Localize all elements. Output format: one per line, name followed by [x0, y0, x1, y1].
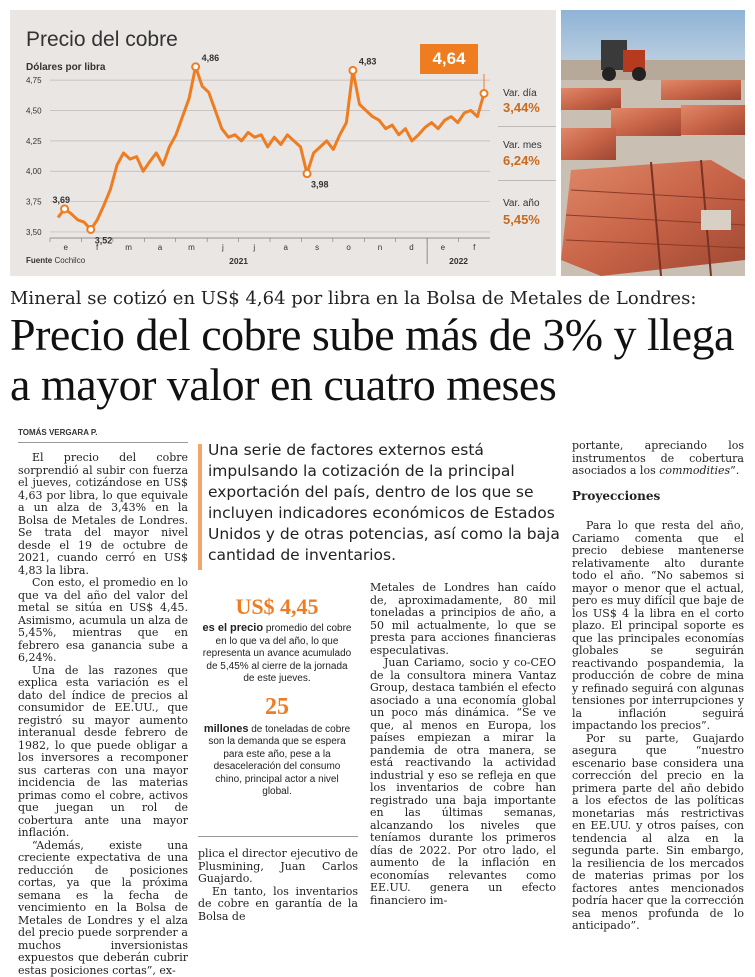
x-tick-label: o [346, 243, 351, 252]
byline-divider [18, 442, 188, 443]
x-tick-label: m [188, 243, 195, 252]
paragraph-emphasis: commodities [659, 464, 730, 477]
x-tick-label: m [125, 243, 132, 252]
factbox-text-2-bold: millones [204, 723, 249, 735]
factbox-text-1-bold: es el precio [203, 622, 264, 634]
paragraph-text: portante, apreciando los instrumentos de cobertura asociados a los [572, 439, 744, 477]
chart-unit-label: Dólares por libra [26, 62, 105, 73]
var-month-value: 6,24% [503, 153, 540, 168]
lead-accent-bar [198, 444, 202, 570]
factbox-text-2 [202, 723, 352, 799]
var-year-label: Var. año [503, 198, 540, 209]
y-tick-label: 4,00 [26, 167, 42, 176]
paragraph: Con esto, el promedio en lo que va del año del valor del metal se sitúa en US$ 4,45. Asimismo, acumula un alza de 5,45%, mientras que en febrero esa ganancia sube a 6,24%. [18, 577, 188, 665]
factbox-value-2: 25 [202, 694, 352, 721]
x-tick-label: d [409, 243, 413, 252]
source-name: Cochilco [54, 256, 85, 265]
y-tick-label: 4,75 [26, 76, 42, 85]
factbox [202, 592, 352, 836]
y-tick-label: 4,50 [26, 107, 42, 116]
x-tick-label: n [378, 243, 382, 252]
article-byline: TOMÁS VERGARA P. [18, 428, 97, 437]
paragraph: Para lo que resta del año, Cariamo comenta que el precio debiese mantenerse relativamente alto durante todo el año. “No sabemos si mayor o menor que el actual, pero es muy difícil que baje de los US$ 4 la libra en el corto plazo. El principal soporte es que las principales economías globales se seguirán reactivando pospandemia, la producción de cobre de mina y refinado seguirá con algunas tensiones por interrupciones y la inflación seguirá impactando los precios”. [572, 520, 744, 733]
var-day-value: 3,44% [503, 100, 540, 115]
article-column-4-top [572, 440, 744, 478]
article-lead: Una serie de factores externos está impulsando la cotización de la principal exportación del país, dentro de los que se incluyen indicadores económicos de Estados Unidos y de otras potencias, así como la baja cantidad de inventarios. [208, 440, 560, 566]
x-tick-label: s [315, 243, 319, 252]
data-point-marker [61, 205, 68, 212]
paragraph-text: ”. [730, 464, 739, 477]
x-tick-label: a [158, 243, 163, 252]
current-price-badge: 4,64 [420, 44, 478, 74]
paragraph: plica el director ejecutivo de Plusmining, Juan Carlos Guajardo. [198, 848, 358, 886]
article-column-2 [198, 848, 358, 923]
data-label: 3,69 [53, 195, 71, 205]
paragraph: Por su parte, Guajardo asegura que “nuestro escenario base considera una corrección del precio en la primera parte del año debido a los efectos de las políticas monetarias más restrictivas en EE.UU. y otros países, con tendencia al alza en la segunda parte. Sin embargo, la resiliencia de los mercados de materias primas por los factores antes mencionados podría hacer que la corrección sea menos profunda de lo anticipado”. [572, 733, 744, 933]
paragraph: “Además, existe una creciente expectativa de una reducción de posiciones cortas, ya que la próxima semana es la fecha de vencimiento en la Bolsa de Metales de Londres y el alza del precio puede sorprender a muchos inversionistas expuestos que deberán cubrir estas posiciones cortas”, ex- [18, 840, 188, 977]
x-tick-label: j [252, 243, 255, 252]
copper-price-chart [10, 10, 556, 276]
var-divider [498, 180, 556, 181]
factbox-text-1 [202, 622, 352, 686]
x-tick-label: e [441, 243, 446, 252]
data-label: 4,83 [359, 56, 377, 66]
article-column-1 [18, 452, 188, 977]
x-tick-label: f [473, 243, 476, 252]
price-series-line [58, 67, 484, 230]
factbox-value-1: US$ 4,45 [202, 594, 352, 620]
var-month-label: Var. mes [503, 140, 542, 151]
paragraph: En tanto, los inventarios de cobre en garantía de la Bolsa de [198, 886, 358, 924]
x-tick-label: j [221, 243, 224, 252]
data-label: 4,86 [202, 53, 220, 63]
data-point-marker [304, 170, 311, 177]
photo-illustration [561, 10, 745, 276]
article-headline: Precio del cobre sube más de 3% y llega a mayor valor en cuatro meses [10, 310, 750, 410]
x-tick-label: e [63, 243, 68, 252]
paragraph: Metales de Londres han caído de, aproximadamente, 80 mil toneladas a principios de año, a 50 mil actualmente, lo que se presta para acciones financieras especulativas. [370, 582, 556, 657]
source-label: Fuente [26, 256, 52, 265]
y-tick-label: 3,75 [26, 198, 42, 207]
year-label: 2021 [229, 256, 248, 266]
data-point-marker [349, 67, 356, 74]
data-point-marker [87, 226, 94, 233]
chart-title: Precio del cobre [26, 28, 178, 52]
copper-cathodes-photo [561, 10, 745, 276]
factbox-bottom-rule [198, 836, 358, 837]
article-kicker: Mineral se cotizó en US$ 4,64 por libra en la Bolsa de Metales de Londres: [10, 288, 750, 309]
y-tick-label: 3,50 [26, 228, 42, 237]
paragraph: El precio del cobre sorprendió al subir con fuerza el jueves, cotizándose en US$ 4,63 por libra, lo que equivale a un alza de 3,43% en la Bolsa de Metales de Londres. Se trata del mayor nivel desde el 19 de octubre de 2021, cuando cerró en US$ 4,83 la libra. [18, 452, 188, 577]
paragraph: Juan Cariamo, socio y co-CEO de la consultora minera Vantaz Group, destaca también el efecto asociado a una economía global un poco más dinámica. “Se ve que, al menos en Europa, los países empiezan a mirar la pandemia de otra manera, se está reactivando la actividad industrial y eso se refleja en que los inventarios de cobre han registrado una baja importante en las últimas semanas, alcanzando los niveles que teníamos durante los primeros días de 2022. Por otro lado, el aumento de la inflación en economías relevantes como EE.UU. genera un efecto financiero im- [370, 657, 556, 907]
factbox-text-2-body: de toneladas de cobre son la demanda que se espera para este año, pese a la desaceleración del consumo chino, principal actor a nivel global. [208, 724, 350, 798]
factbox-text-1-body: promedio del cobre en lo que va del año, lo que representa un avance acumulado de 5,45% al cierre de la jornada de este jueves. [203, 623, 352, 684]
data-point-marker [481, 90, 488, 97]
article-column-4 [572, 520, 744, 933]
var-divider [498, 126, 556, 127]
data-label: 3,98 [311, 180, 329, 190]
y-tick-label: 4,25 [26, 137, 42, 146]
year-label: 2022 [449, 256, 468, 266]
var-day-label: Var. día [503, 88, 537, 99]
x-tick-label: a [283, 243, 288, 252]
article-column-3 [370, 582, 556, 907]
chart-source [26, 256, 85, 265]
x-tick-label: f [96, 243, 99, 252]
data-label: 3,52 [95, 236, 113, 246]
paragraph [572, 440, 744, 478]
var-year-value: 5,45% [503, 212, 540, 227]
paragraph: Una de las razones que explica esta variación es el dato del índice de precios al consumidor de EE.UU., que registró su mayor aumento interanual desde febrero de 1982, lo que puede obligar a los inversores a recomponer sus carteras con una mayor incidencia de las materias primas como el cobre, activos que juegan un rol de cobertura ante una mayor inflación. [18, 665, 188, 840]
data-point-marker [192, 63, 199, 70]
section-subhead: Proyecciones [572, 489, 660, 503]
